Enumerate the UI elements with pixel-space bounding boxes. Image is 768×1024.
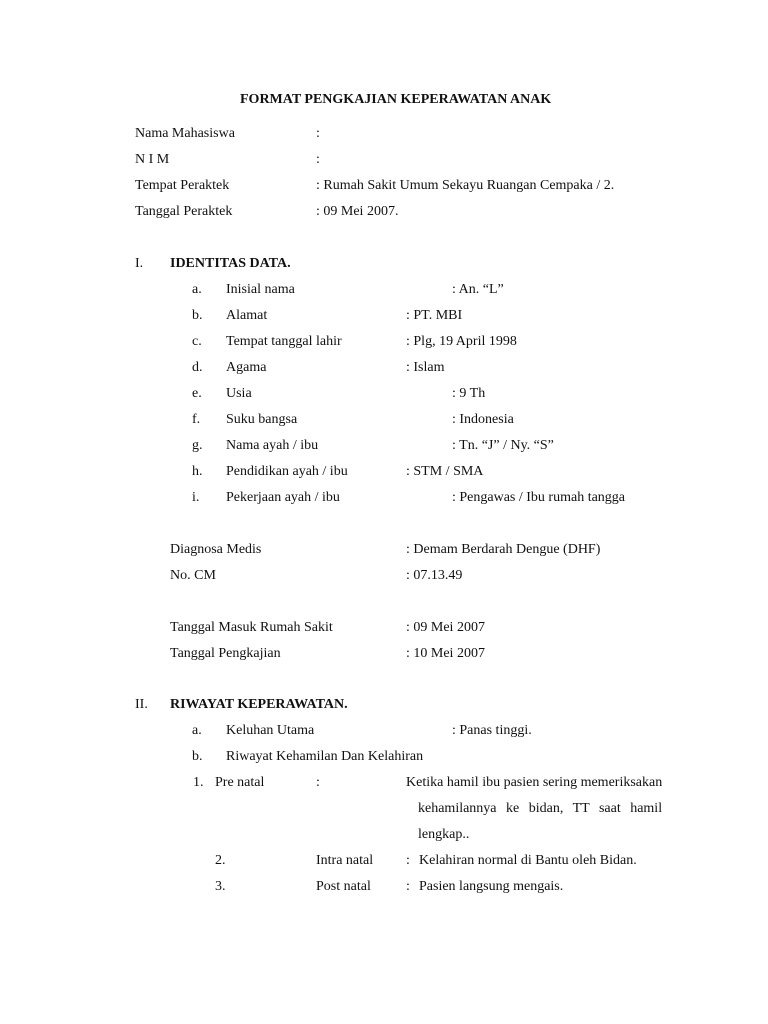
- field-label-tempat-peraktek: Tempat Peraktek: [135, 178, 230, 193]
- item-value-inisial-nama: : An. “L”: [452, 282, 504, 297]
- item-letter: a.: [192, 282, 202, 297]
- sub-item-number: 3.: [215, 879, 226, 894]
- item-label-nama-ayah-ibu: Nama ayah / ibu: [226, 438, 319, 453]
- field-value-nim: :: [316, 152, 320, 167]
- sub-item-value-pre-natal-line1: Ketika hamil ibu pasien sering memeriksakan: [406, 775, 663, 790]
- sub-item-colon: :: [406, 853, 410, 868]
- section1-numeral: I.: [135, 256, 144, 271]
- field-value-tempat-peraktek: : Rumah Sakit Umum Sekayu Ruangan Cempaka / 2.: [316, 178, 615, 193]
- field-label-tanggal-pengkajian: Tanggal Pengkajian: [170, 646, 281, 661]
- item-value-alamat: : PT. MBI: [406, 308, 463, 323]
- item-label-tempat-tanggal-lahir: Tempat tanggal lahir: [226, 334, 342, 349]
- field-value-tanggal-masuk: : 09 Mei 2007: [406, 620, 485, 635]
- item-label-usia: Usia: [226, 386, 252, 401]
- item-label-keluhan-utama: Keluhan Utama: [226, 723, 315, 738]
- sub-item-value-pre-natal-line2: kehamilannya ke bidan, TT saat hamil: [418, 801, 663, 816]
- item-label-suku-bangsa: Suku bangsa: [226, 412, 298, 427]
- item-letter: b.: [192, 308, 203, 323]
- item-letter: g.: [192, 438, 203, 453]
- item-label-pekerjaan-ayah-ibu: Pekerjaan ayah / ibu: [226, 490, 340, 505]
- item-value-nama-ayah-ibu: : Tn. “J” / Ny. “S”: [452, 438, 554, 453]
- field-label-no-cm: No. CM: [170, 568, 216, 583]
- item-value-keluhan-utama: : Panas tinggi.: [452, 723, 532, 738]
- item-value-pendidikan-ayah-ibu: : STM / SMA: [406, 464, 484, 479]
- item-value-tempat-tanggal-lahir: : Plg, 19 April 1998: [406, 334, 517, 349]
- sub-item-label-intra-natal: Intra natal: [316, 853, 374, 868]
- section2-numeral: II.: [135, 697, 148, 712]
- item-label-pendidikan-ayah-ibu: Pendidikan ayah / ibu: [226, 464, 348, 479]
- field-value-diagnosa-medis: : Demam Berdarah Dengue (DHF): [406, 542, 601, 557]
- item-letter: h.: [192, 464, 203, 479]
- item-letter: d.: [192, 360, 203, 375]
- field-label-tanggal-peraktek: Tanggal Peraktek: [135, 204, 233, 219]
- field-value-no-cm: : 07.13.49: [406, 568, 463, 583]
- item-label-agama: Agama: [226, 360, 267, 375]
- sub-item-label-post-natal: Post natal: [316, 879, 371, 894]
- item-letter: b.: [192, 749, 203, 764]
- item-value-agama: : Islam: [406, 360, 445, 375]
- sub-item-value-pre-natal-line3: lengkap..: [418, 827, 470, 842]
- item-label-riwayat-kehamilan: Riwayat Kehamilan Dan Kelahiran: [226, 749, 424, 764]
- sub-item-number: 1.: [193, 775, 204, 790]
- field-label-tanggal-masuk: Tanggal Masuk Rumah Sakit: [170, 620, 333, 635]
- field-value-tanggal-pengkajian: : 10 Mei 2007: [406, 646, 485, 661]
- sub-item-number: 2.: [215, 853, 226, 868]
- field-label-diagnosa-medis: Diagnosa Medis: [170, 542, 262, 557]
- item-letter: e.: [192, 386, 202, 401]
- section2-heading: RIWAYAT KEPERAWATAN.: [170, 697, 348, 712]
- sub-item-colon: :: [406, 879, 410, 894]
- item-value-usia: : 9 Th: [452, 386, 486, 401]
- item-label-alamat: Alamat: [226, 308, 268, 323]
- sub-item-value-intra-natal: Kelahiran normal di Bantu oleh Bidan.: [419, 853, 637, 868]
- item-letter: a.: [192, 723, 202, 738]
- item-value-suku-bangsa: : Indonesia: [452, 412, 514, 427]
- item-letter: f.: [192, 412, 201, 427]
- item-letter: c.: [192, 334, 202, 349]
- section1-heading: IDENTITAS DATA.: [170, 256, 291, 271]
- field-label-nama-mahasiswa: Nama Mahasiswa: [135, 126, 235, 141]
- item-value-pekerjaan-ayah-ibu: : Pengawas / Ibu rumah tangga: [452, 490, 626, 505]
- field-value-nama-mahasiswa: :: [316, 126, 320, 141]
- sub-item-value-post-natal: Pasien langsung mengais.: [419, 879, 564, 894]
- field-value-tanggal-peraktek: : 09 Mei 2007.: [316, 204, 399, 219]
- field-label-nim: N I M: [135, 152, 170, 167]
- sub-item-label-pre-natal: Pre natal: [215, 775, 265, 790]
- item-letter: i.: [192, 490, 200, 505]
- page-title: FORMAT PENGKAJIAN KEPERAWATAN ANAK: [240, 92, 552, 107]
- item-label-inisial-nama: Inisial nama: [226, 282, 295, 297]
- sub-item-colon: :: [316, 775, 320, 790]
